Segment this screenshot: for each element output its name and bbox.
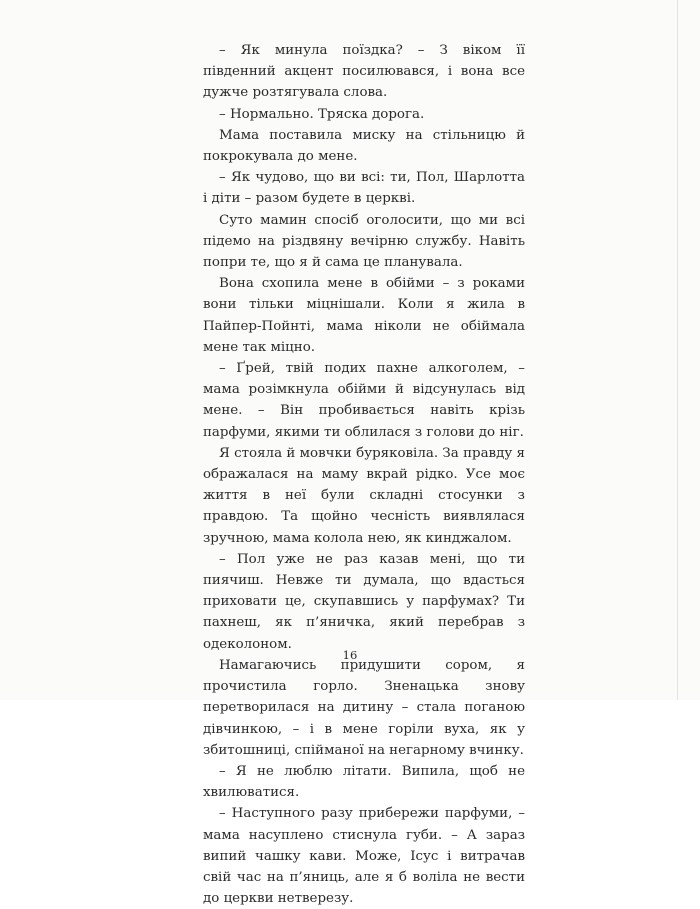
- paragraph: Вона схопила мене в обійми – з роками вони тільки міцнішали. Коли я жила в Пайпер-Пойнті, мама ніколи не обіймала мене так міцно.: [203, 276, 525, 355]
- paragraph: – Я не люблю літати. Випила, щоб не хвилюватися.: [203, 763, 525, 801]
- paragraph: – Пол уже не раз казав мені, що ти пиячиш. Невже ти думала, що вдасться приховати це, скупавшись у парфумах? Ти пахнеш, як п’яничка, який перебрав з одеколоном.: [203, 551, 525, 652]
- paragraph: – Як чудово, що ви всі: ти, Пол, Шарлотта і діти – разом будете в церкві.: [203, 170, 525, 207]
- page-number: 16: [342, 648, 358, 662]
- paragraph: Суто мамин спосіб оголосити, що ми всі підемо на різдвяну вечірню службу. Навіть попри те, що я й сама це планувала.: [203, 212, 525, 271]
- body-text: [203, 40, 525, 909]
- paragraph: – Наступного разу прибережи парфуми, – мама насуплено стиснула губи. – А зараз випий чашку кави. Може, Ісус і витрачав свій час на п’яниць, але я б воліла не вести до церкви нетверезу.: [203, 806, 525, 907]
- paragraph: – Як минула поїздка? – З віком її південний акцент посилювався, і вона все дужче розтягувала слова.: [203, 43, 525, 101]
- paragraph: Намагаючись придушити сором, я прочистила горло. Зненацька знову перетворилася на дитину – стала поганою дівчинкою, – і в мене горіли вуха, як у збитошниці, спійманої на негарному вчинку.: [203, 657, 525, 758]
- paragraph: Мама поставила миску на стільницю й покрокувала до мене.: [203, 127, 525, 165]
- page-edge: [677, 0, 678, 700]
- paragraph: – Нормально. Тряска дорога.: [219, 106, 425, 122]
- paragraph: – Ґрей, твій подих пахне алкоголем, – мама розімкнула обійми й відсунулась від мене. – Він пробивається навіть крізь парфуми, якими ти облилася з голови до ніг.: [203, 361, 525, 440]
- paragraph: Я стояла й мовчки буряковіла. За правду я ображалася на маму вкрай рідко. Усе моє життя в неї були складні стосунки з правдою. Та щойно чесність виявлялася зручною, мама колола нею, як кинджалом.: [203, 445, 525, 546]
